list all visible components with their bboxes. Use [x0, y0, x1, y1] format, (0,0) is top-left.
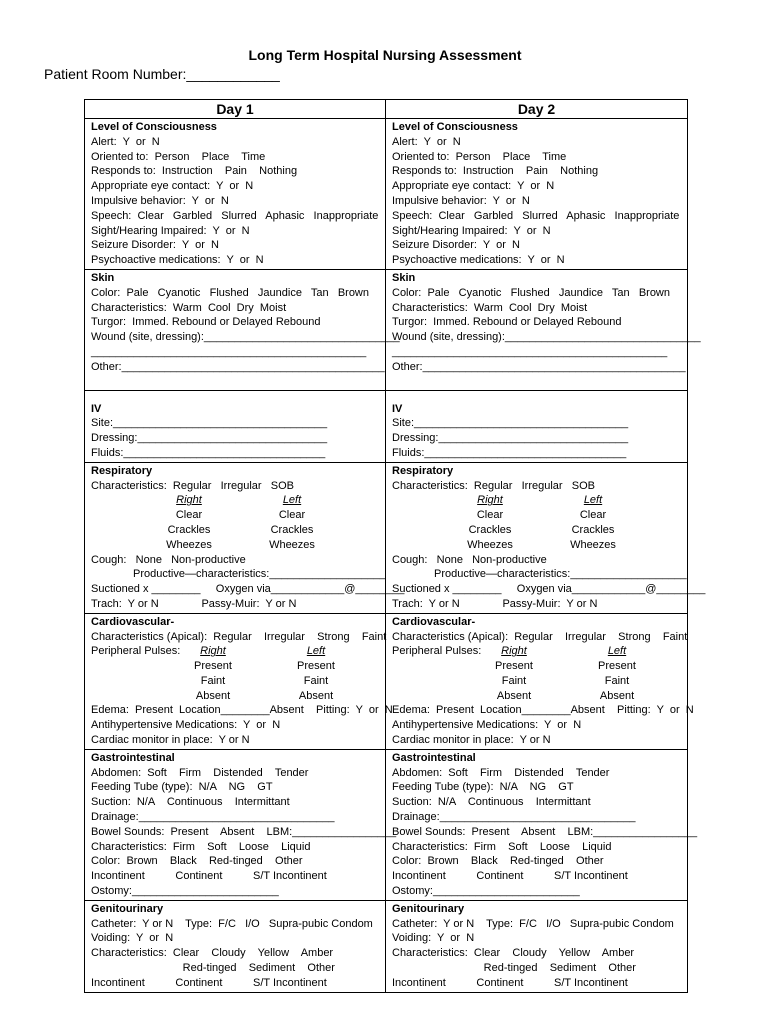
respiratory-left-label: Left — [583, 494, 603, 507]
cardiovascular-right-item: Present — [194, 660, 232, 673]
gastrointestinal-line: Characteristics: Firm Soft Loose Liquid — [91, 840, 311, 853]
cardiovascular-left-item: Present — [598, 660, 636, 673]
respiratory-right-item: Wheezes — [166, 538, 212, 551]
cardiovascular-characteristics: Characteristics (Apical): Regular Irregular Strong Faint — [91, 630, 387, 643]
iv-heading: IV — [91, 402, 102, 415]
iv-heading: IV — [392, 402, 403, 415]
respiratory-right-item: Crackles — [468, 523, 512, 536]
iv-line: Dressing:_______________________________ — [392, 432, 629, 445]
genitourinary-day-1[interactable] — [85, 900, 386, 992]
cardiovascular-right-label: Right — [200, 645, 226, 658]
consciousness-line: Appropriate eye contact: Y or N — [91, 180, 254, 193]
respiratory-right-item: Crackles — [167, 523, 211, 536]
respiratory-left-item: Wheezes — [269, 538, 315, 551]
cardiovascular-right-label: Right — [501, 645, 527, 658]
gastrointestinal-line: Suction: N/A Continuous Intermittant — [392, 796, 591, 809]
consciousness-line: Oriented to: Person Place Time — [392, 150, 567, 163]
cardiovascular-pulses-label: Peripheral Pulses: — [392, 645, 482, 658]
gastrointestinal-line: Drainage:________________________________ — [392, 811, 636, 824]
gastrointestinal-line: Incontinent Continent S/T Incontinent — [91, 870, 327, 883]
genitourinary-line: Characteristics: Clear Cloudy Yellow Amber — [392, 947, 635, 960]
cardiovascular-right-item: Faint — [200, 674, 226, 687]
consciousness-line: Appropriate eye contact: Y or N — [392, 180, 555, 193]
genitourinary-row — [85, 900, 688, 992]
skin-line: Characteristics: Warm Cool Dry Moist — [91, 301, 287, 314]
skin-line: Wound (site, dressing):________________________________ — [91, 331, 400, 344]
genitourinary-line: Voiding: Y or N — [91, 932, 174, 945]
patient-room-field — [44, 66, 280, 82]
gastrointestinal-line: Bowel Sounds: Present Absent LBM:_________________ — [91, 825, 397, 838]
respiratory-side-columns — [392, 493, 682, 552]
respiratory-right-label: Right — [477, 494, 503, 507]
iv-line: Site:___________________________________ — [91, 417, 328, 430]
consciousness-day-2[interactable] — [386, 119, 688, 270]
respiratory-trach: Trach: Y or N Passy-Muir: Y or N — [392, 597, 598, 610]
respiratory-right-label: Right — [176, 494, 202, 507]
skin-line: Turgor: Immed. Rebound or Delayed Rebound — [91, 316, 321, 329]
consciousness-line: Psychoactive medications: Y or N — [91, 254, 264, 267]
respiratory-characteristics: Characteristics: Regular Irregular SOB — [91, 479, 294, 492]
skin-line: Characteristics: Warm Cool Dry Moist — [392, 301, 588, 314]
respiratory-left-item: Crackles — [270, 523, 314, 536]
gastrointestinal-line: Feeding Tube (type): N/A NG GT — [392, 781, 574, 794]
gastrointestinal-heading: Gastrointestinal — [91, 751, 175, 764]
genitourinary-line: Red-tinged Sediment Other — [392, 962, 636, 975]
cardiovascular-row — [85, 613, 688, 749]
gastrointestinal-line: Drainage:________________________________ — [91, 811, 335, 824]
cardiovascular-antihypertensive: Antihypertensive Medications: Y or N — [392, 719, 582, 732]
cardiovascular-antihypertensive: Antihypertensive Medications: Y or N — [91, 719, 281, 732]
skin-heading: Skin — [392, 271, 416, 284]
cardiovascular-pulses-label: Peripheral Pulses: — [91, 645, 181, 658]
consciousness-heading: Level of Consciousness — [392, 121, 518, 133]
respiratory-left-label: Left — [282, 494, 302, 507]
consciousness-heading: Level of Consciousness — [91, 121, 217, 133]
respiratory-productive: Productive—characteristics:___________________ — [434, 568, 687, 581]
respiratory-cough: Cough: None Non-productive — [91, 553, 246, 566]
respiratory-right-item: Clear — [175, 509, 203, 522]
genitourinary-line: Red-tinged Sediment Other — [91, 962, 335, 975]
skin-line: Color: Pale Cyanotic Flushed Jaundice Tan Brown — [392, 286, 670, 299]
iv-line: Dressing:_______________________________ — [91, 432, 328, 445]
gastrointestinal-line: Suction: N/A Continuous Intermittant — [91, 796, 290, 809]
consciousness-line: Sight/Hearing Impaired: Y or N — [392, 224, 551, 237]
cardiovascular-left-item: Present — [297, 660, 335, 673]
skin-line: Wound (site, dressing):________________________________ — [392, 331, 701, 344]
cardiovascular-left-item: Faint — [604, 674, 630, 687]
respiratory-productive: Productive—characteristics:___________________ — [133, 568, 386, 581]
genitourinary-line: Catheter: Y or N Type: F/C I/O Supra-pubic Condom — [392, 917, 674, 930]
iv-day-1[interactable] — [85, 390, 386, 462]
respiratory-cough: Cough: None Non-productive — [392, 553, 547, 566]
respiratory-left-item: Clear — [579, 509, 607, 522]
consciousness-line: Responds to: Instruction Pain Nothing — [91, 165, 298, 178]
day-1-header: Day 1 — [85, 100, 386, 119]
skin-line: Turgor: Immed. Rebound or Delayed Rebound — [392, 316, 622, 329]
gastrointestinal-line: Color: Brown Black Red-tinged Other — [91, 855, 303, 868]
cardiovascular-right-item: Absent — [496, 689, 532, 702]
patient-room-label: Patient Room Number: — [44, 66, 187, 82]
cardiovascular-edema: Edema: Present Location________Absent Pitting: Y or N — [91, 704, 393, 717]
gastrointestinal-day-2[interactable] — [386, 749, 698, 900]
respiratory-left-item: Wheezes — [570, 538, 616, 551]
assessment-table — [84, 99, 706, 993]
iv-row — [85, 390, 688, 462]
genitourinary-line: Incontinent Continent S/T Incontinent — [91, 976, 327, 989]
cardiovascular-monitor: Cardiac monitor in place: Y or N — [392, 734, 551, 747]
iv-line: Fluids:_________________________________ — [392, 446, 627, 459]
genitourinary-day-2[interactable] — [386, 900, 688, 992]
respiratory-row — [85, 462, 688, 613]
skin-heading: Skin — [91, 271, 115, 284]
skin-line: Other:___________________________________________ — [392, 360, 686, 373]
cardiovascular-heading: Cardiovascular- — [392, 615, 476, 628]
cardiovascular-right-item: Faint — [501, 674, 527, 687]
skin-day-2[interactable] — [386, 269, 701, 390]
cardiovascular-day-2[interactable] — [386, 613, 694, 749]
gastrointestinal-row — [85, 749, 688, 900]
day-2-header: Day 2 — [386, 100, 688, 119]
cardiovascular-left-item: Absent — [298, 689, 334, 702]
genitourinary-line: Voiding: Y or N — [392, 932, 475, 945]
cardiovascular-left-item: Absent — [599, 689, 635, 702]
consciousness-line: Seizure Disorder: Y or N — [392, 239, 520, 252]
consciousness-day-1[interactable] — [85, 119, 386, 270]
iv-day-2[interactable] — [386, 390, 688, 462]
consciousness-line: Psychoactive medications: Y or N — [392, 254, 565, 267]
gastrointestinal-line: Feeding Tube (type): N/A NG GT — [91, 781, 273, 794]
cardiovascular-monitor: Cardiac monitor in place: Y or N — [91, 734, 250, 747]
gastrointestinal-line: Characteristics: Firm Soft Loose Liquid — [392, 840, 612, 853]
gastrointestinal-line: Abdomen: Soft Firm Distended Tender — [91, 766, 309, 779]
gastrointestinal-line: Color: Brown Black Red-tinged Other — [392, 855, 604, 868]
consciousness-line: Impulsive behavior: Y or N — [392, 194, 530, 207]
respiratory-heading: Respiratory — [91, 464, 153, 477]
skin-row — [85, 269, 688, 390]
genitourinary-heading: Genitourinary — [91, 902, 164, 915]
respiratory-trach: Trach: Y or N Passy-Muir: Y or N — [91, 597, 297, 610]
cardiovascular-left-item: Faint — [303, 674, 329, 687]
genitourinary-line: Catheter: Y or N Type: F/C I/O Supra-pubic Condom — [91, 917, 373, 930]
skin-line: _____________________________________________ — [392, 345, 668, 358]
respiratory-side-columns — [91, 493, 380, 552]
genitourinary-line: Incontinent Continent S/T Incontinent — [392, 976, 628, 989]
respiratory-right-item: Clear — [476, 509, 504, 522]
consciousness-line: Speech: Clear Garbled Slurred Aphasic Inappropriate — [91, 209, 379, 222]
respiratory-day-2[interactable] — [386, 462, 706, 613]
skin-line: _____________________________________________ — [91, 345, 367, 358]
consciousness-line: Speech: Clear Garbled Slurred Aphasic Inappropriate — [392, 209, 680, 222]
consciousness-line: Impulsive behavior: Y or N — [91, 194, 229, 207]
iv-line: Fluids:_________________________________ — [91, 446, 326, 459]
cardiovascular-right-item: Present — [495, 660, 533, 673]
cardiovascular-day-1[interactable] — [85, 613, 393, 749]
cardiovascular-edema: Edema: Present Location________Absent Pitting: Y or N — [392, 704, 694, 717]
consciousness-line: Responds to: Instruction Pain Nothing — [392, 165, 599, 178]
respiratory-left-item: Clear — [278, 509, 306, 522]
skin-day-1[interactable] — [85, 269, 400, 390]
patient-room-blank[interactable]: ____________ — [186, 66, 280, 82]
respiratory-left-item: Crackles — [571, 523, 615, 536]
consciousness-line: Seizure Disorder: Y or N — [91, 239, 219, 252]
skin-line: Other:___________________________________________ — [91, 360, 385, 373]
iv-line: Site:___________________________________ — [392, 417, 629, 430]
respiratory-heading: Respiratory — [392, 464, 454, 477]
cardiovascular-left-label: Left — [306, 645, 326, 658]
consciousness-line: Sight/Hearing Impaired: Y or N — [91, 224, 250, 237]
consciousness-row — [85, 119, 688, 270]
gastrointestinal-day-1[interactable] — [85, 749, 397, 900]
cardiovascular-characteristics: Characteristics (Apical): Regular Irregular Strong Faint — [392, 630, 688, 643]
cardiovascular-heading: Cardiovascular- — [91, 615, 175, 628]
skin-line: Color: Pale Cyanotic Flushed Jaundice Tan Brown — [91, 286, 369, 299]
respiratory-characteristics: Characteristics: Regular Irregular SOB — [392, 479, 595, 492]
consciousness-line: Oriented to: Person Place Time — [91, 150, 266, 163]
cardiovascular-left-label: Left — [607, 645, 627, 658]
gastrointestinal-line: Bowel Sounds: Present Absent LBM:_________________ — [392, 825, 698, 838]
respiratory-right-item: Wheezes — [467, 538, 513, 551]
gastrointestinal-heading: Gastrointestinal — [392, 751, 476, 764]
gastrointestinal-line: Abdomen: Soft Firm Distended Tender — [392, 766, 610, 779]
genitourinary-heading: Genitourinary — [392, 902, 465, 915]
cardiovascular-right-item: Absent — [195, 689, 231, 702]
gastrointestinal-line: Incontinent Continent S/T Incontinent — [392, 870, 628, 883]
respiratory-day-1[interactable] — [85, 462, 405, 613]
respiratory-suctioned: Suctioned x ________ Oxygen via____________@________ — [91, 583, 405, 596]
respiratory-suctioned: Suctioned x ________ Oxygen via____________@________ — [392, 583, 706, 596]
genitourinary-line: Characteristics: Clear Cloudy Yellow Amber — [91, 947, 334, 960]
page-title: Long Term Hospital Nursing Assessment — [248, 47, 522, 63]
consciousness-line: Alert: Y or N — [392, 135, 461, 148]
gastrointestinal-line: Ostomy:________________________ — [91, 885, 279, 898]
gastrointestinal-line: Ostomy:________________________ — [392, 885, 580, 898]
consciousness-line: Alert: Y or N — [91, 135, 160, 148]
